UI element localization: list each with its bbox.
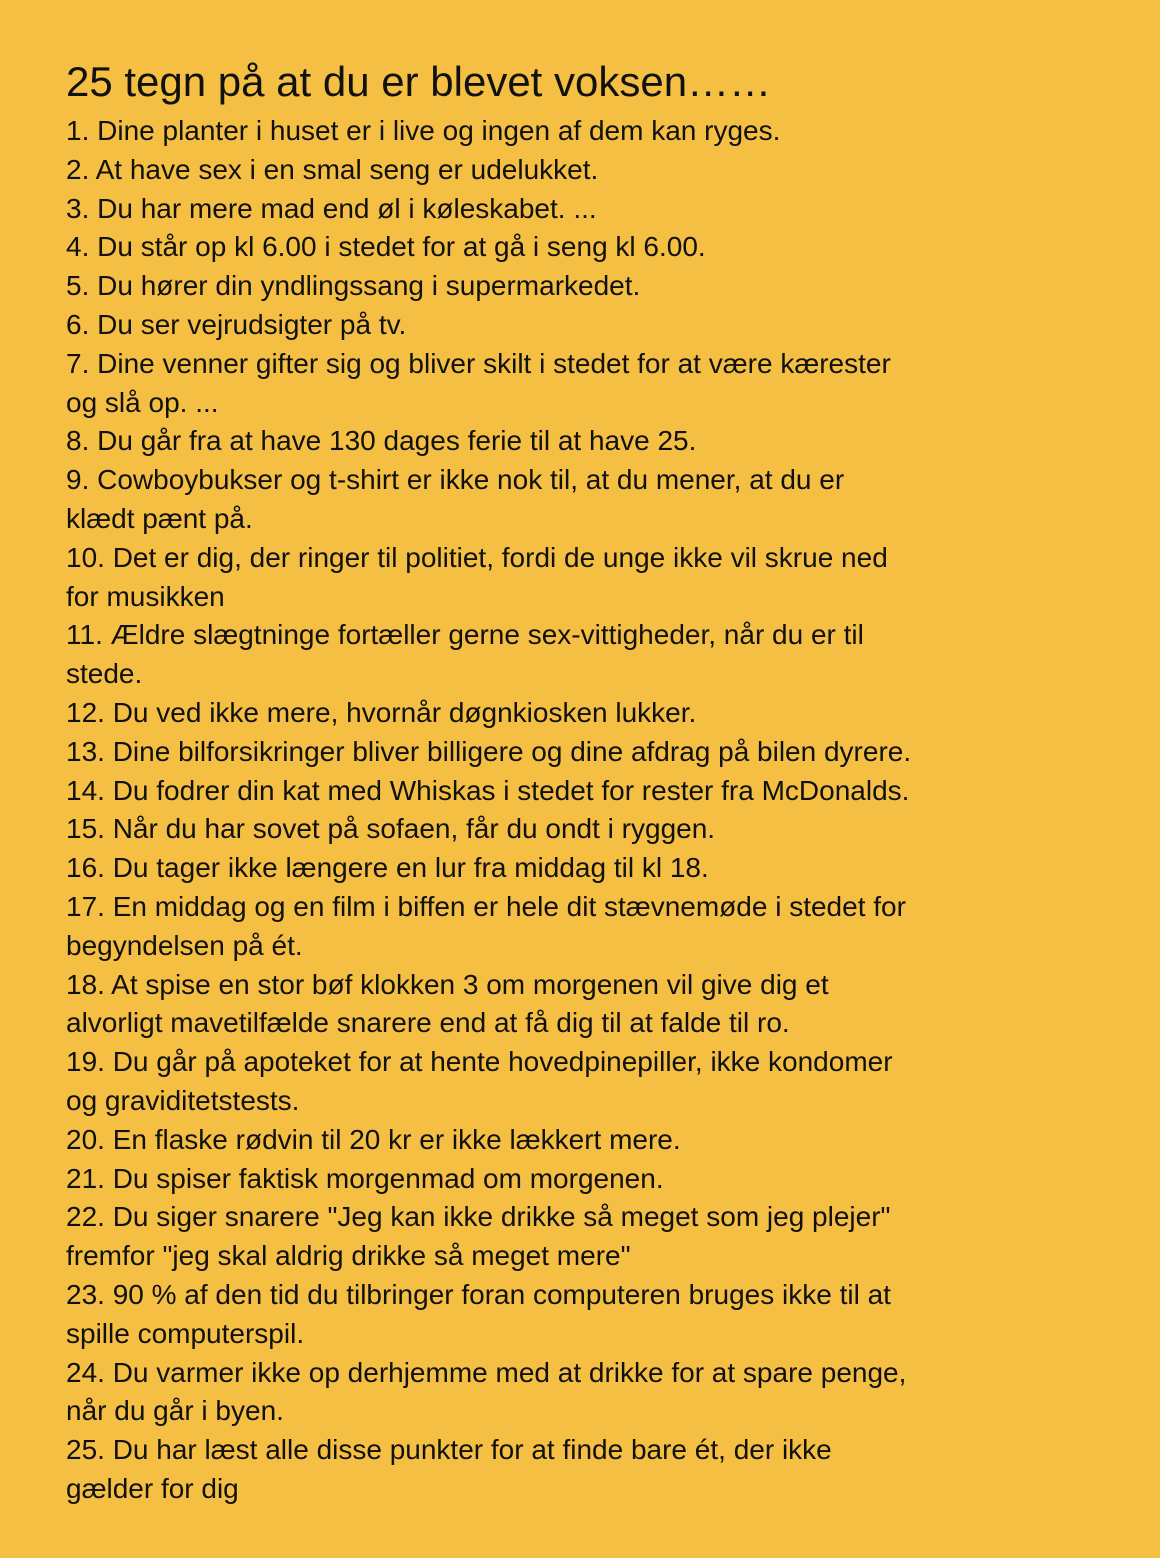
list-item: 10. Det er dig, der ringer til politiet, fordi de unge ikke vil skrue ned for musikken — [66, 541, 888, 612]
list-item: 2. At have sex i en smal seng er udelukket. — [66, 153, 599, 185]
list-item: 17. En middag og en film i biffen er hele dit stævnemøde i stedet for begyndelsen på ét. — [66, 890, 906, 961]
list-item: 5. Du hører din yndlingssang i supermarkedet. — [66, 270, 641, 302]
list-item: 25. Du har læst alle disse punkter for at finde bare ét, der ikke gælder for dig — [66, 1434, 832, 1504]
list-item: 3. Du har mere mad end øl i køleskabet. ... — [66, 192, 597, 224]
list-item: 16. Du tager ikke længere en lur fra middag til kl 18. — [66, 852, 709, 884]
list-item: 20. En flaske rødvin til 20 kr er ikke lækkert mere. — [66, 1123, 681, 1155]
list-item: 21. Du spiser faktisk morgenmad om morgenen. — [66, 1162, 664, 1194]
list-item: 14. Du fodrer din kat med Whiskas i stedet for rester fra McDonalds. — [66, 774, 910, 806]
list-item: 15. Når du har sovet på sofaen, får du ondt i ryggen. — [66, 813, 716, 845]
list-item: 9. Cowboybukser og t-shirt er ikke nok til, at du mener, at du er klædt pænt på. — [66, 464, 845, 534]
list-item: 13. Dine bilforsikringer bliver billigere og dine afdrag på bilen dyrere. — [66, 735, 912, 767]
list-item: 18. At spise en stor bøf klokken 3 om morgenen vil give dig et alvorligt mavetilfælde snarere end at få dig til at falde til ro. — [66, 968, 829, 1039]
list-item: 12. Du ved ikke mere, hvornår døgnkiosken lukker. — [66, 696, 697, 728]
list-item: 8. Du går fra at have 130 dages ferie til at have 25. — [66, 425, 697, 457]
list-item: 7. Dine venner gifter sig og bliver skilt i stedet for at være kærester og slå op. ... — [66, 347, 891, 418]
list-item: 19. Du går på apoteket for at hente hovedpinepiller, ikke kondomer og graviditetstests. — [66, 1046, 893, 1116]
list-item: 6. Du ser vejrudsigter på tv. — [66, 308, 407, 340]
list-item: 11. Ældre slægtninge fortæller gerne sex-vittigheder, når du er til stede. — [66, 619, 864, 690]
list-item: 4. Du står op kl 6.00 i stedet for at gå i seng kl 6.00. — [66, 231, 706, 263]
page-title: 25 tegn på at du er blevet voksen…… — [66, 58, 772, 105]
list-item: 24. Du varmer ikke op derhjemme med at drikke for at spare penge, når du går i byen. — [66, 1356, 907, 1427]
list-item: 22. Du siger snarere "Jeg kan ikke drikke så meget som jeg plejer" fremfor "jeg skal aldrig drikke så meget mere" — [66, 1201, 891, 1272]
list-item: 1. Dine planter i huset er i live og ingen af dem kan ryges. — [66, 115, 781, 146]
list-item: 23. 90 % af den tid du tilbringer foran computeren bruges ikke til at spille computerspil. — [66, 1278, 891, 1349]
signs-list — [66, 112, 1090, 1509]
